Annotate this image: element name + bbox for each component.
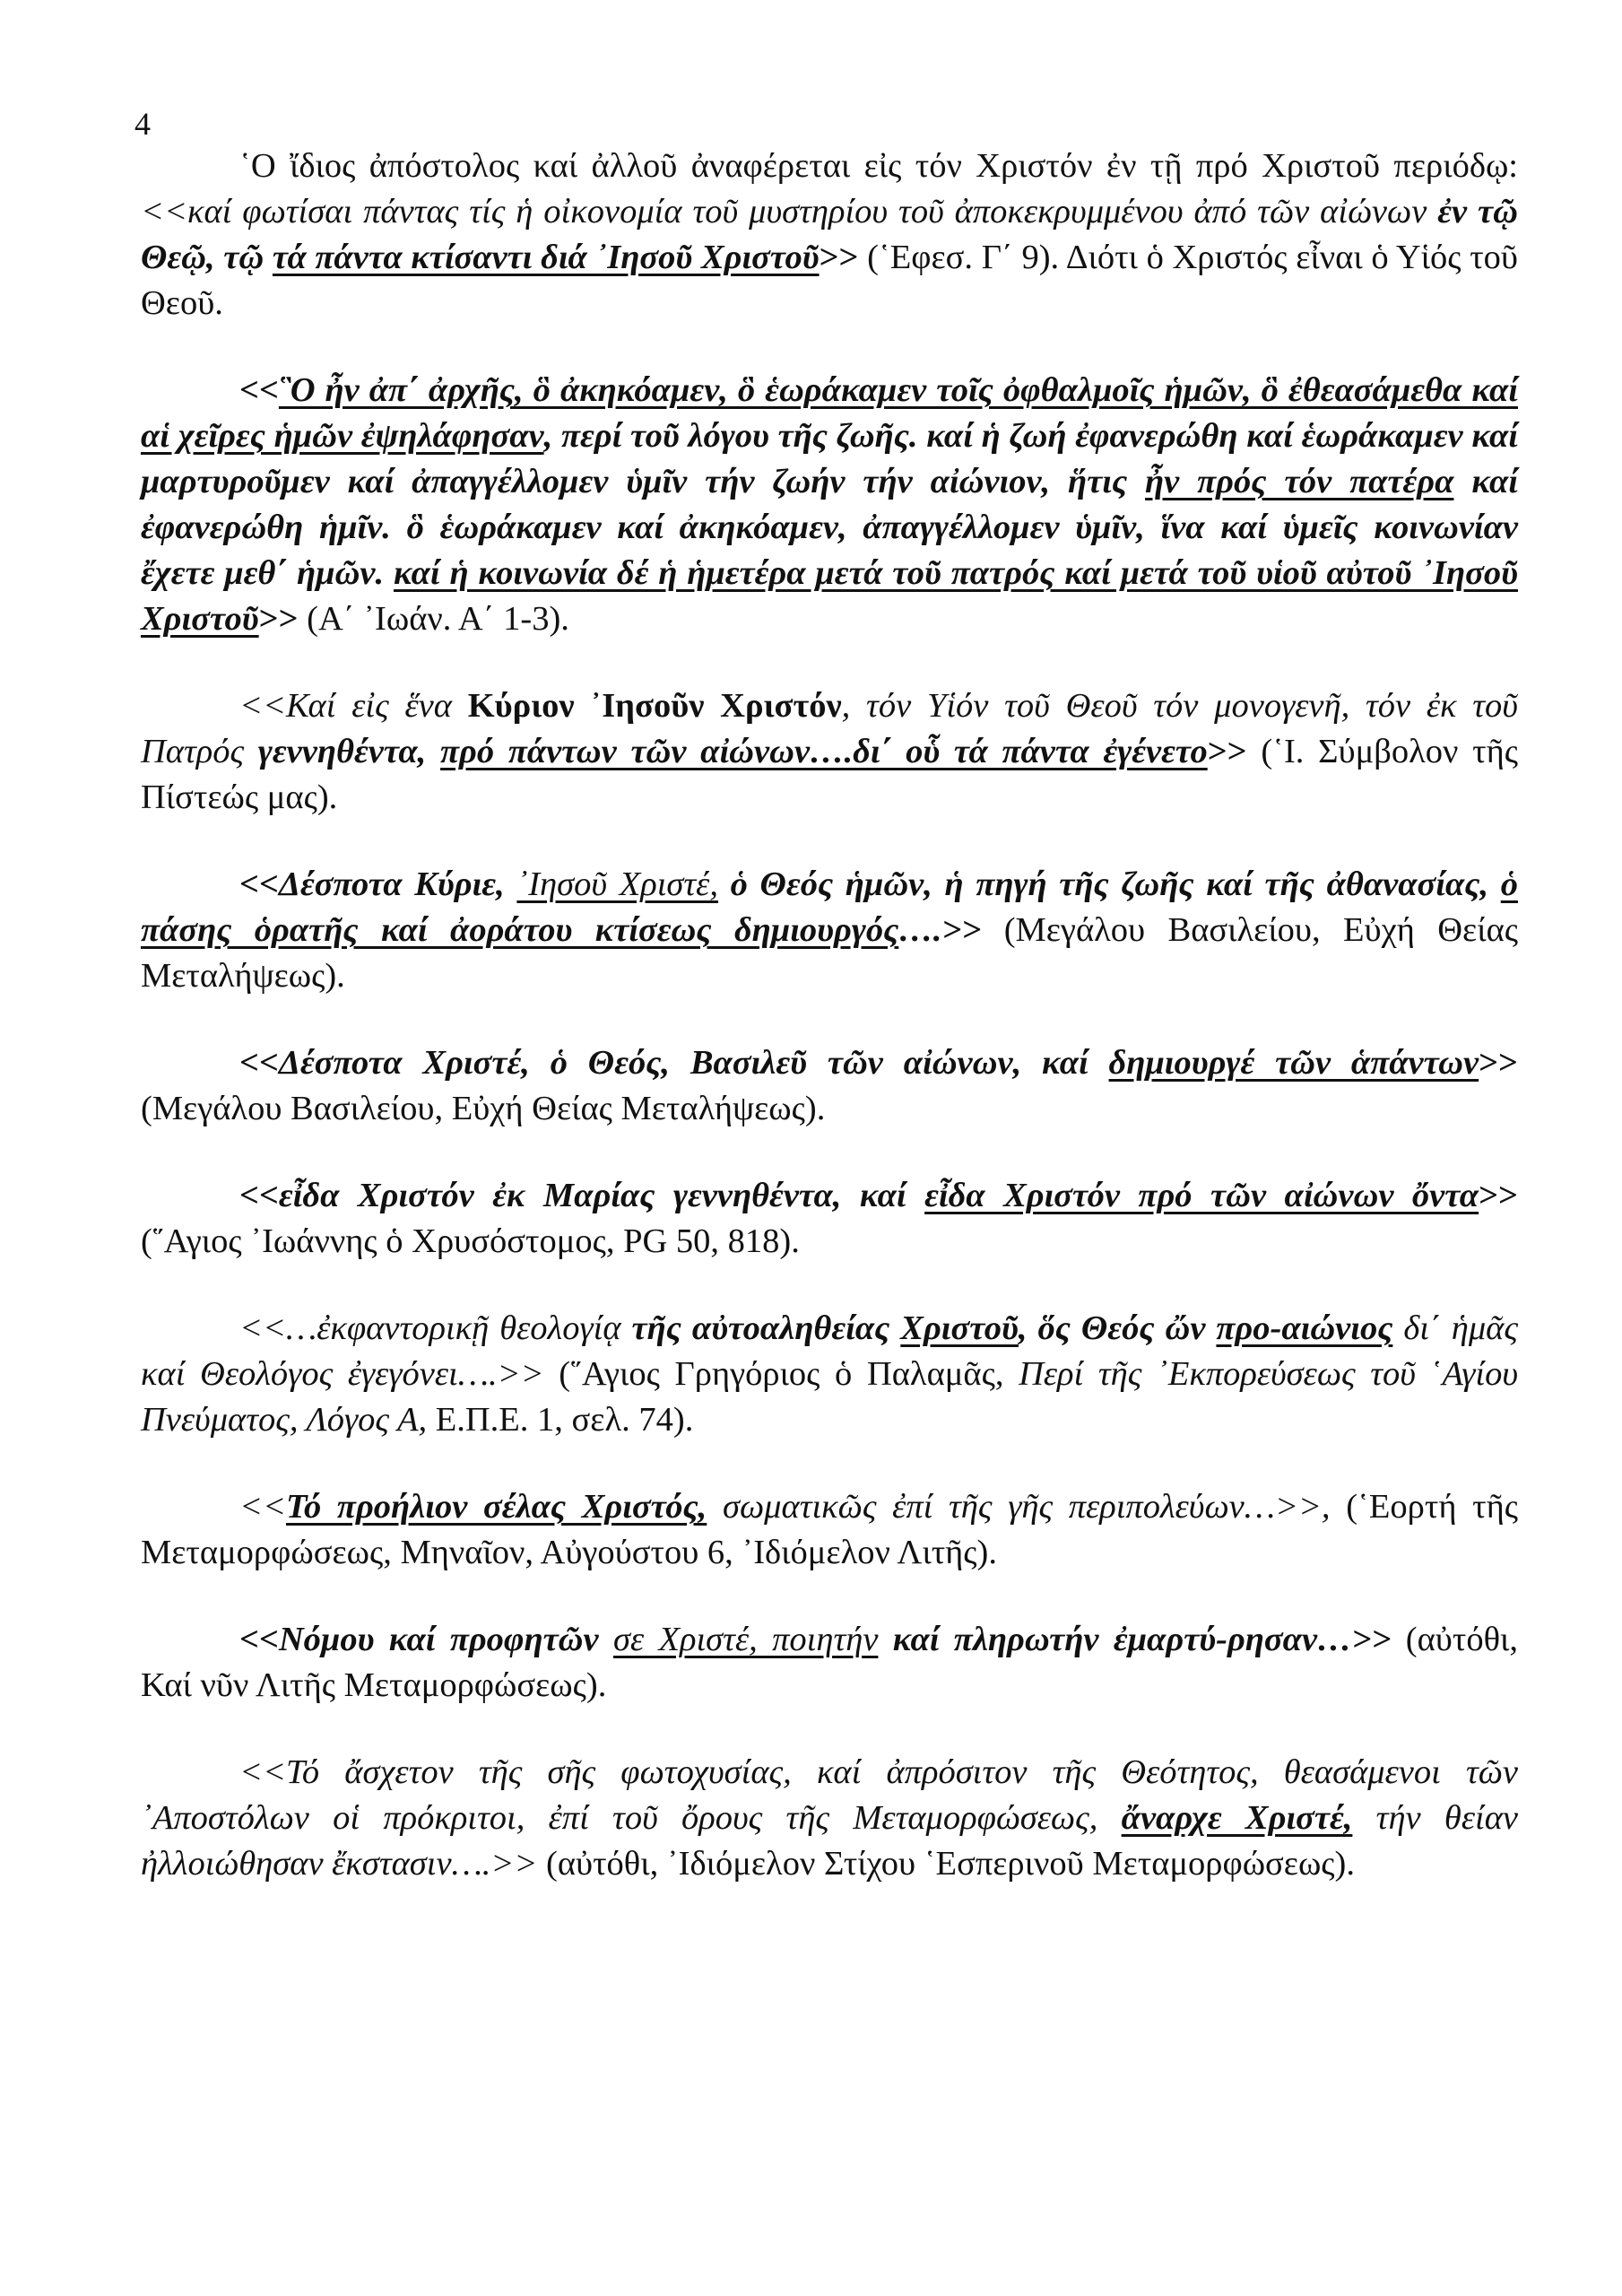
quote-chrysostom bbox=[141, 1173, 1518, 1265]
page-number: 4 bbox=[134, 106, 151, 142]
text-run: ἄναρχε Χριστέ, bbox=[1121, 1799, 1353, 1837]
text-run: Ε.Π.Ε. 1, σελ. 74). bbox=[427, 1401, 694, 1439]
text-run: τά πάντα κτίσαντι διά ᾿Ιησοῦ Χριστοῦ bbox=[272, 239, 820, 276]
text-run: << bbox=[239, 371, 279, 409]
quote-basil-prayer-2 bbox=[141, 1040, 1518, 1132]
text-run: καί ἡ κοινωνία δέ ἡ ἡμετέρα μετά τοῦ πατρός καί μετά τοῦ υἱοῦ αὐτοῦ ᾿Ιησοῦ Χριστοῦ bbox=[141, 554, 1518, 638]
text-run: πρό πάντων τῶν αἰώνων….δι΄ οὗ τά πάντα ἐγένετο bbox=[440, 733, 1208, 770]
document-body bbox=[141, 144, 1518, 1887]
text-run: Κύριον ᾿Ιησοῦν Χριστόν bbox=[467, 687, 842, 725]
text-run: δημιουργέ τῶν ἁπάντων bbox=[1108, 1044, 1479, 1082]
quote-palamas bbox=[141, 1306, 1518, 1443]
text-run: <<Νόμου καί προφητῶν bbox=[239, 1621, 613, 1658]
text-run: δι΄ ἡμᾶς καί Θεολόγος ἐγεγόνει….>> bbox=[141, 1309, 1519, 1393]
text-run: (Α΄ ᾿Ιωάν. Α΄ 1-3). bbox=[298, 600, 569, 638]
text-run: , περί τοῦ λόγου τῆς ζωῆς. καί ἡ ζωή ἐφανερώθη καί ἑωράκαμεν καί μαρτυροῦμεν καί ἀπαγγέλλομεν ὑμῖν τήν ζωήν τήν αἰώνιον, ἥτις bbox=[141, 417, 1518, 500]
quote-vespers-idiomelon bbox=[141, 1750, 1518, 1887]
text-run: ἐν τῷ Θεῷ, τῷ bbox=[141, 193, 1518, 276]
quote-litis-kai-nyn bbox=[141, 1617, 1518, 1709]
quote-basil-prayer-1 bbox=[141, 862, 1518, 999]
text-run: τήν θείαν ἠλλοιώθησαν ἔκστασιν….>> bbox=[141, 1799, 1518, 1883]
text-run: καί ἐφανερώθη ἡμῖν. ὃ ἑωράκαμεν καί ἀκηκόαμεν, ἀπαγγέλλομεν ὑμῖν, ἵνα καί ὑμεῖς κοινωνίαν ἔχετε μεθ΄ ἡμῶν. bbox=[141, 463, 1518, 592]
text-run: ῝Ο ἦν ἀπ΄ ἀρχῆς, ὃ ἀκηκόαμεν, ὃ ἑωράκαμεν τοῖς ὀφθαλμοῖς ἡμῶν, ὃ ἐθεασάμεθα καί αἱ χεῖρες ἡμῶν ἐψηλάφησαν bbox=[141, 371, 1518, 455]
text-run: τῆς αὐτοαληθείας bbox=[631, 1309, 901, 1347]
text-run: ῾Ο ἴδιος ἀπόστολος καί ἀλλοῦ ἀναφέρεται εἰς τόν Χριστόν ἐν τῇ πρό Χριστοῦ περιόδῳ: bbox=[239, 147, 1518, 185]
text-run: , τόν Υἱόν τοῦ Θεοῦ τόν μονογενῆ, τόν ἐκ τοῦ Πατρός bbox=[141, 687, 1518, 770]
text-run: (αὐτόθι, Καί νῦν Λιτῆς Μεταμορφώσεως). bbox=[141, 1621, 1519, 1704]
text-run: Χριστοῦ bbox=[900, 1309, 1019, 1347]
text-run: (῾Εορτή τῆς Μεταμορφώσεως, Μηναῖον, Αὐγούστου 6, ᾿Ιδιόμελον Λιτῆς). bbox=[141, 1488, 1519, 1571]
text-run: ….>> bbox=[898, 911, 982, 949]
text-run: >> bbox=[1479, 1177, 1518, 1214]
text-run: <<Τό ἄσχετον τῆς σῆς φωτοχυσίας, καί ἀπρόσιτον τῆς Θεότητος, θεασάμενοι τῶν ᾿Αποστόλων οἱ πρόκριτοι, ἐπί τοῦ ὄρους τῆς Μεταμορφώσεως, bbox=[141, 1753, 1518, 1837]
text-run: (αὐτόθι, ᾿Ιδιόμελον Στίχου ῾Εσπερινοῦ Μεταμορφώσεως). bbox=[537, 1845, 1355, 1883]
text-run: γεννηθέντα, bbox=[257, 733, 441, 770]
text-run: <<Καί εἰς ἕνα bbox=[239, 687, 468, 725]
quote-1-john bbox=[141, 368, 1518, 642]
text-run: Τό προήλιον σέλας Χριστός, bbox=[285, 1488, 707, 1526]
text-run: (῞Αγιος Γρηγόριος ὁ Παλαμᾶς, bbox=[543, 1355, 1019, 1393]
text-run: >> bbox=[1207, 733, 1247, 770]
text-run: ὁ Θεός ἡμῶν, ἡ πηγή τῆς ζωῆς καί τῆς ἀθανασίας, bbox=[717, 865, 1501, 903]
text-run: (῞Αγιος ᾿Ιωάννης ὁ Χρυσόστομος, PG 50, 818). bbox=[141, 1222, 800, 1260]
text-run: <<εἶδα Χριστόν ἐκ Μαρίας γεννηθέντα, καί bbox=[239, 1177, 925, 1214]
text-run: (῾Εφεσ. Γ΄ 9). Διότι ὁ Χριστός εἶναι ὁ Υἱός τοῦ Θεοῦ. bbox=[141, 239, 1518, 322]
quote-menaion-idiomelon bbox=[141, 1484, 1518, 1576]
text-run: <<…ἐκφαντορικῇ θεολογίᾳ bbox=[239, 1309, 632, 1347]
text-run: προ-αιώνιος bbox=[1216, 1309, 1393, 1347]
text-run: >> bbox=[258, 600, 299, 638]
text-run: << bbox=[239, 1488, 286, 1526]
text-run: >> bbox=[819, 239, 859, 276]
text-run: ἦν πρός τόν πατέρα bbox=[1145, 463, 1454, 500]
text-run: Περί τῆς ᾿Εκπορεύσεως τοῦ ῾Αγίου Πνεύματος, Λόγος Α, bbox=[141, 1355, 1519, 1439]
text-run: <<καί φωτίσαι πάντας τίς ἡ οἰκονομία τοῦ μυστηρίου τοῦ ἀποκεκρυμμένου ἀπό τῶν αἰώνων bbox=[141, 193, 1438, 230]
text-run: >> bbox=[1479, 1044, 1518, 1082]
text-run: εἶδα Χριστόν πρό τῶν αἰώνων ὄντα bbox=[924, 1177, 1479, 1214]
text-run: ᾿Ιησοῦ Χριστέ, bbox=[516, 865, 718, 903]
text-run: <<Δέσποτα Κύριε, bbox=[239, 865, 517, 903]
text-run: (Μεγάλου Βασιλείου, Εὐχή Θείας Μεταλήψεως). bbox=[141, 1090, 826, 1127]
text-run: σε Χριστέ, ποιητήν bbox=[612, 1621, 879, 1658]
text-run: (῾Ι. Σύμβολον τῆς Πίστεώς μας). bbox=[141, 733, 1518, 816]
text-run: ὁ πάσης ὁρατῆς καί ἀοράτου κτίσεως δημιουργός bbox=[141, 865, 1518, 949]
text-run: (Μεγάλου Βασιλείου, Εὐχή Θείας Μεταλήψεως). bbox=[141, 911, 1518, 995]
paragraph-intro bbox=[141, 144, 1518, 326]
text-run: <<Δέσποτα Χριστέ, ὁ Θεός, Βασιλεῦ τῶν αἰώνων, καί bbox=[239, 1044, 1109, 1082]
text-run: , ὅς Θεός ὤν bbox=[1018, 1309, 1217, 1347]
text-run: καί πληρωτήν ἐμαρτύ-ρησαν…>> bbox=[878, 1621, 1392, 1658]
quote-creed bbox=[141, 683, 1518, 821]
text-run: σωματικῶς ἐπί τῆς γῆς περιπολεύων…>>, bbox=[707, 1488, 1331, 1526]
